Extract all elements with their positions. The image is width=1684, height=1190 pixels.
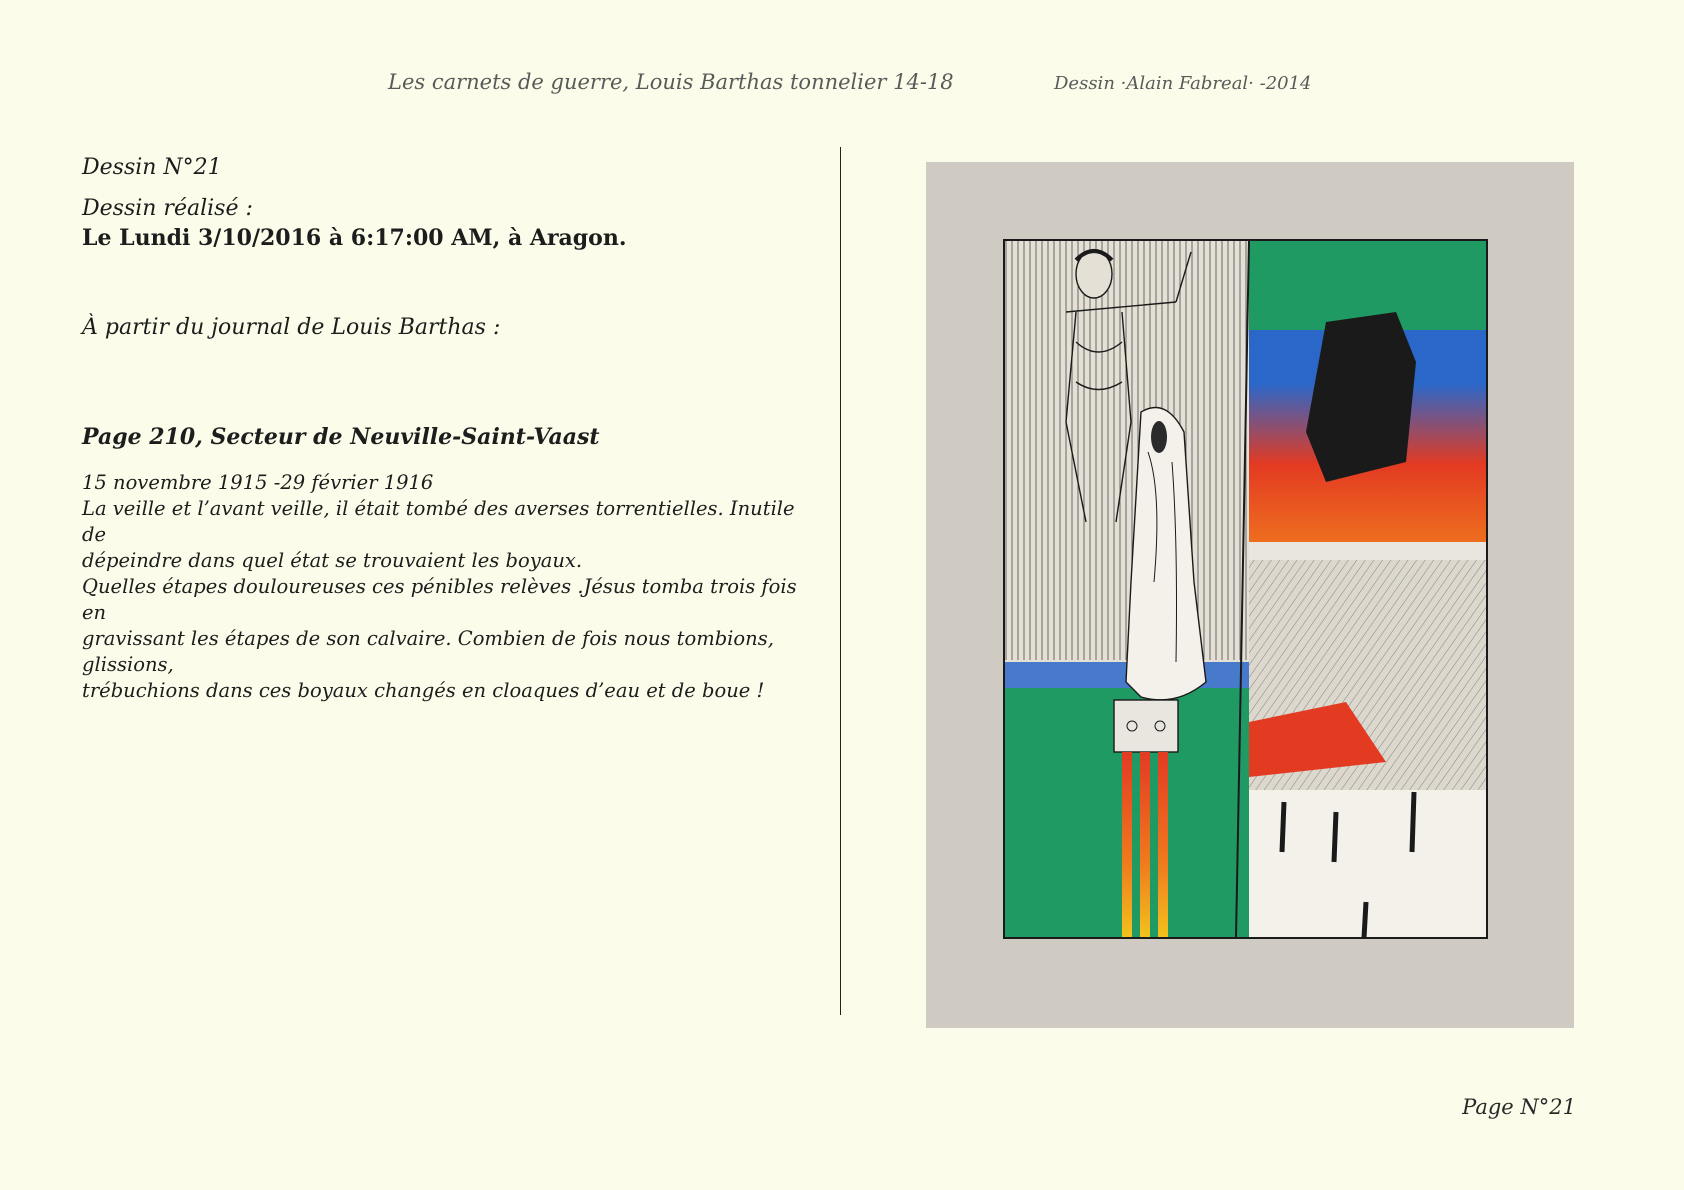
column-divider — [840, 147, 841, 1015]
page-number: Page N°21 — [1462, 1095, 1576, 1119]
excerpt-line: trébuchions dans ces boyaux changés en cloaques d’eau et de boue ! — [82, 679, 765, 702]
section-title: Page 210, Secteur de Neuville-Saint-Vaast — [82, 424, 600, 450]
drawing-artwork — [926, 162, 1574, 1028]
drawing-credit: Dessin ·Alain Fabreal· -2014 — [1054, 73, 1312, 94]
excerpt-line: 15 novembre 1915 -29 février 1916 — [82, 471, 434, 494]
excerpt-line: La veille et l’avant veille, il était tombé des averses torrentielles. Inutile de — [82, 497, 795, 546]
made-label: Dessin réalisé : — [82, 196, 253, 221]
drawing-svg — [926, 162, 1574, 1028]
journal-excerpt — [82, 470, 817, 704]
drawing-number: Dessin N°21 — [82, 155, 222, 180]
excerpt-line: Quelles étapes douloureuses ces pénibles relèves .Jésus tomba trois fois en — [82, 575, 797, 624]
excerpt-line: gravissant les étapes de son calvaire. Combien de fois nous tombions, glissions, — [82, 627, 774, 676]
book-title: Les carnets de guerre, Louis Barthas tonnelier 14-18 — [388, 70, 954, 94]
text-column — [82, 155, 817, 704]
excerpt-line: dépeindre dans quel état se trouvaient les boyaux. — [82, 549, 583, 572]
made-date: Le Lundi 3/10/2016 à 6:17:00 AM, à Aragon. — [82, 225, 627, 251]
right-panel-white-strip — [1249, 542, 1487, 562]
source-intro: À partir du journal de Louis Barthas : — [82, 315, 501, 340]
